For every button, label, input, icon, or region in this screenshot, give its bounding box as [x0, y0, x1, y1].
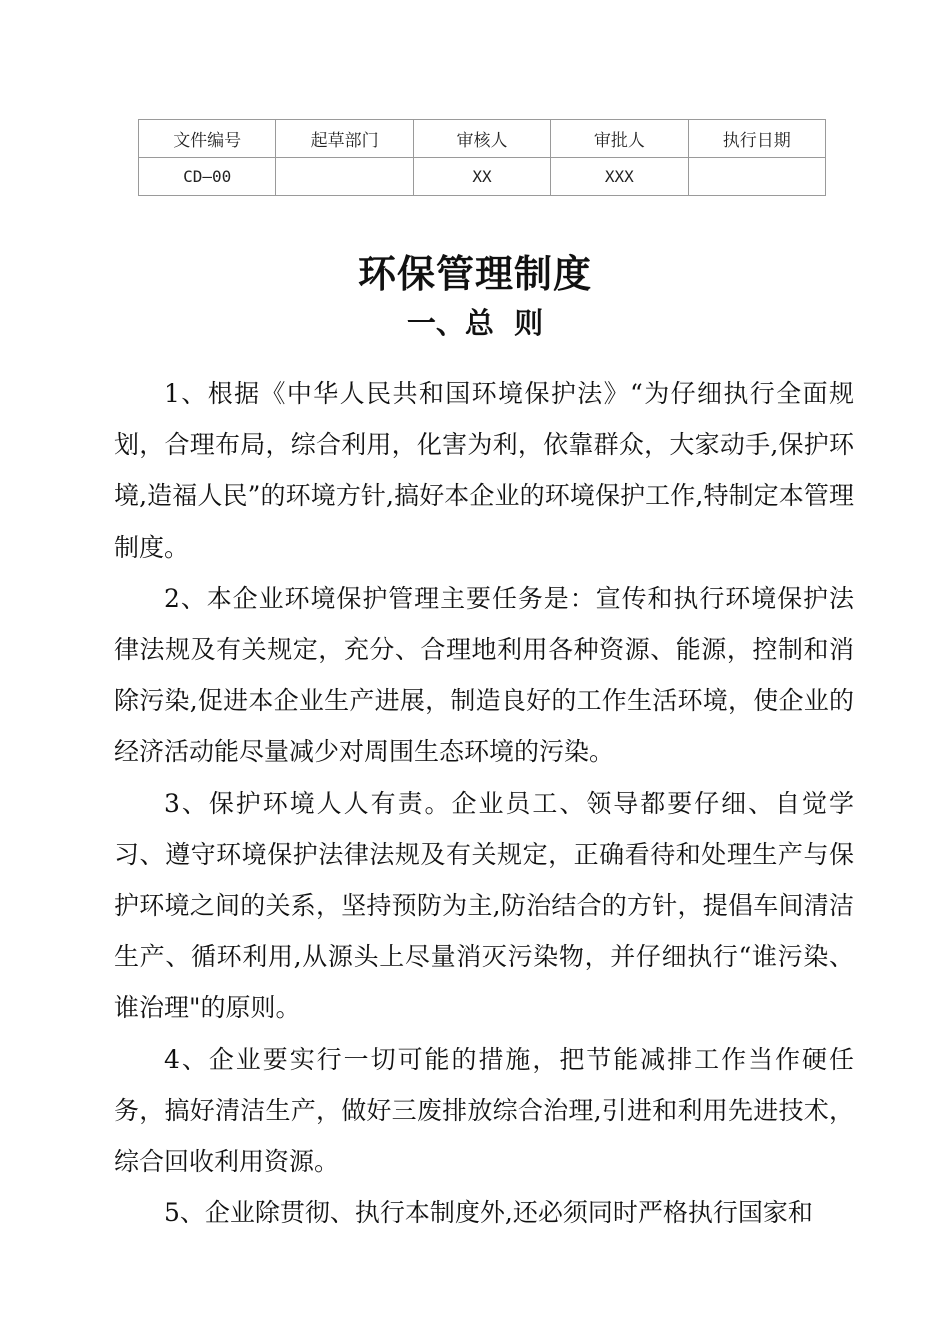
paragraph-3: 3、保护环境人人有责。企业员工、领导都要仔细、自觉学习、遵守环境保护法律法规及有关规定，正确看待和处理生产与保护环境之间的关系，坚持预防为主,防治结合的方针，提倡车间清洁生产、循环利用,从源头上尽量消灭污染物，并仔细执行“谁污染、谁治理"的原则。	[114, 788, 854, 1023]
document-info-table	[138, 119, 826, 196]
value-cell-reviewer: XX	[413, 158, 550, 196]
value-cell-approver: XXX	[551, 158, 688, 196]
paragraph-5: 5、企业除贯彻、执行本制度外,还必须同时严格执行国家和	[164, 1198, 813, 1228]
paragraph-1: 1、根据《中华人民共和国环境保护法》“为仔细执行全面规划，合理布局，综合利用，化害为利，依靠群众，大家动手,保护环境,造福人民”的环境方针,搞好本企业的环境保护工作,特制定本管理制度。	[114, 379, 854, 562]
table-value-row	[139, 158, 826, 196]
value-cell-drafting-dept	[276, 158, 413, 196]
paragraph-4: 4、企业要实行一切可能的措施，把节能减排工作当作硬任务，搞好清洁生产，做好三废排放综合治理,引进和利用先进技术，综合回收利用资源。	[114, 1044, 854, 1177]
value-cell-effective-date	[688, 158, 825, 196]
section-heading: 一、总 则	[406, 306, 544, 340]
body-text	[114, 368, 854, 1238]
value-cell-doc-number: CD—00	[139, 158, 276, 196]
header-cell-reviewer: 审核人	[413, 120, 550, 158]
table-header-row	[139, 120, 826, 158]
paragraph-2: 2、本企业环境保护管理主要任务是：宣传和执行环境保护法律法规及有关规定，充分、合理地利用各种资源、能源，控制和消除污染,促进本企业生产进展，制造良好的工作生活环境，使企业的经济活动能尽量减少对周围生态环境的污染。	[114, 583, 854, 767]
header-cell-doc-number: 文件编号	[139, 120, 276, 158]
header-cell-approver: 审批人	[551, 120, 688, 158]
document-title: 环保管理制度	[357, 251, 592, 296]
header-cell-effective-date: 执行日期	[688, 120, 825, 158]
header-cell-drafting-dept: 起草部门	[276, 120, 413, 158]
